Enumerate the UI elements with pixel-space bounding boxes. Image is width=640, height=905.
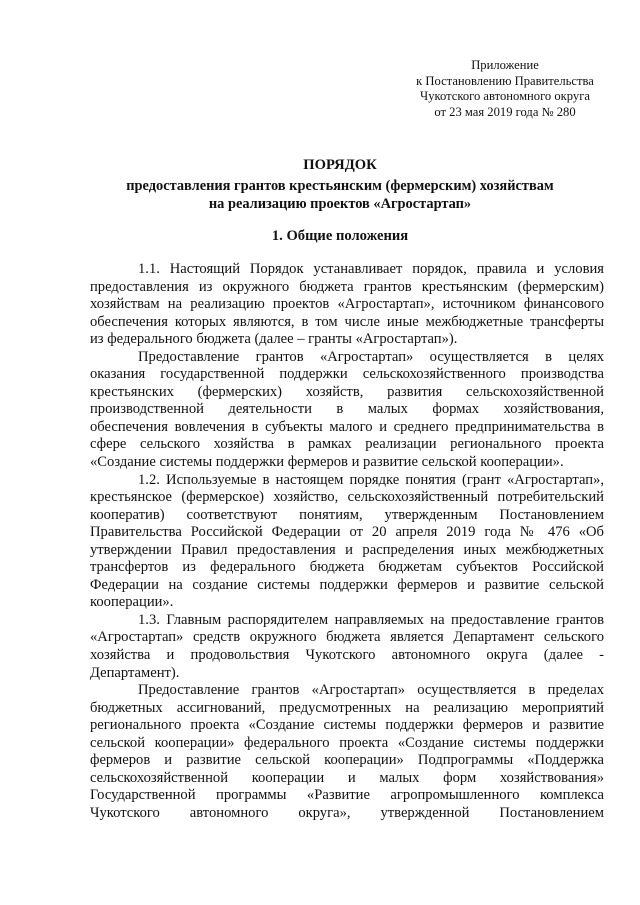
- body-line: «Создание системы поддержки фермеров и развитие сельской кооперации».: [90, 454, 564, 471]
- body-line: Государственной программы «Развитие агропромышленного комплекса: [90, 787, 604, 804]
- body-line: сфере сельского хозяйства в рамках реализации регионального проекта: [90, 436, 604, 453]
- body-line: «Агростартап» средств окружного бюджета является Департамент сельского: [90, 629, 604, 646]
- body-line: обеспечения вовлечения в субъекты малого и среднего предпринимательства в: [90, 418, 604, 435]
- body-line: Предоставление грантов «Агростартап» осуществляется в пределах: [138, 682, 604, 699]
- body-line: производственной деятельности в малых формах хозяйствования,: [90, 401, 604, 418]
- body-line: хозяйствам на реализацию проектов «Агростартап», источником финансового: [90, 296, 604, 313]
- body-line: сельскохозяйственной кооперации и малых форм хозяйствования»: [90, 769, 604, 786]
- body-line: утверждении Правил предоставления и распределения иных межбюджетных: [90, 541, 604, 558]
- body-line: крестьянских (фермерских) хозяйств, развития сельскохозяйственной: [90, 383, 604, 400]
- appendix-region: Чукотского автономного округа: [420, 89, 590, 104]
- body-line: 1.1. Настоящий Порядок устанавливает порядок, правила и условия: [138, 261, 604, 277]
- body-line: Федерации на создание системы поддержки фермеров и развитие сельской: [90, 576, 604, 593]
- body-line: бюджетных ассигнований, предусмотренных на реализацию мероприятий: [90, 699, 604, 716]
- body-line: кооперации».: [90, 594, 174, 611]
- document-body: [90, 261, 604, 823]
- body-line: предоставления из окружного бюджета грантов крестьянским (фермерским): [90, 278, 604, 295]
- body-line: крестьянское (фермерское) хозяйство, сельскохозяйственный потребительский: [90, 489, 604, 506]
- body-line: из федерального бюджета (далее – гранты «Агростартап»).: [90, 331, 458, 348]
- appendix-date-number: от 23 мая 2019 года № 280: [434, 104, 576, 119]
- document-subtitle-line-1: предоставления грантов крестьянским (фермерским) хозяйствам: [126, 178, 554, 194]
- body-line: Чукотского автономного округа», утвержденной Постановлением: [90, 804, 604, 821]
- section-heading: 1. Общие положения: [271, 228, 409, 244]
- body-line: 1.2. Используемые в настоящем порядке понятия (грант «Агростартап»,: [138, 471, 604, 488]
- document-title: ПОРЯДОК: [303, 157, 377, 173]
- body-line: Департамент).: [90, 664, 180, 681]
- body-line: трансфертов из федерального бюджета бюджетам субъектов Российской: [90, 559, 604, 576]
- body-line: сельской кооперации» федерального проекта «Создание системы поддержки: [90, 734, 604, 751]
- body-line: 1.3. Главным распорядителем направляемых на предоставление грантов: [138, 611, 604, 628]
- body-line: обеспечения которых являются, в том числе иные межбюджетные трансферты: [90, 313, 604, 330]
- body-line: Правительства Российской Федерации от 20 апреля 2019 года № 476 «Об: [90, 524, 604, 541]
- body-line: регионального проекта «Создание системы поддержки фермеров и развитие: [90, 717, 604, 734]
- document-subtitle-line-2: на реализацию проектов «Агростартап»: [208, 196, 472, 212]
- body-line: фермеров и развитие сельской кооперации» Подпрограммы «Поддержка: [90, 752, 604, 769]
- appendix-reference: к Постановлению Правительства: [416, 73, 594, 88]
- body-line: кооператив) соответствуют понятиям, утвержденным Постановлением: [90, 506, 604, 523]
- body-line: оказания государственной поддержки сельскохозяйственного производства: [90, 366, 604, 383]
- body-line: хозяйства и продовольствия Чукотского автономного округа (далее -: [90, 647, 604, 664]
- appendix-block: [380, 58, 630, 120]
- body-line: Предоставление грантов «Агростартап» осуществляется в целях: [138, 348, 604, 365]
- appendix-label: Приложение: [471, 58, 539, 72]
